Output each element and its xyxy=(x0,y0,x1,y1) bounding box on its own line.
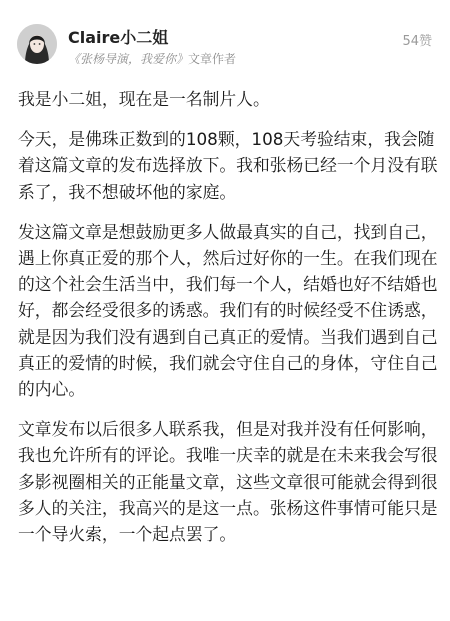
article-paragraph: 发这篇文章是想鼓励更多人做最真实的自己，找到自己，遇上你真正爱的那个人，然后过好你的一生。在我们现在的这个社会生活当中，我们每一个人，结婚也好不结婚也好，都会经受很多的诱惑。我们有的时候经受不住诱惑，就是因为我们没有遇到自己真正的爱情。当我们遇到自己真正的爱情的时候，我们就会守住自己的身体，守住自己的内心。 xyxy=(18,221,438,400)
article-work-title[interactable]: 《张杨导演，我爱你》 xyxy=(68,52,189,66)
author-role: 文章作者 xyxy=(188,52,237,66)
author-subtitle xyxy=(68,50,236,67)
like-count[interactable]: 54赞 xyxy=(402,34,432,49)
article-paragraph: 我是小二姐，现在是一名制片人。 xyxy=(18,89,270,109)
author-name[interactable]: Claire小二姐 xyxy=(68,28,169,47)
article-header xyxy=(0,0,450,76)
avatar[interactable] xyxy=(17,24,57,64)
article-paragraph: 文章发布以后很多人联系我，但是对我并没有任何影响，我也允许所有的评论。我唯一庆幸的就是在未来我会写很多影视圈相关的正能量文章，这些文章很可能就会得到很多人的关注，我高兴的是这一点。张杨这件事情可能只是一个导火索，一个起点罢了。 xyxy=(18,419,438,545)
user-avatar-photo-icon xyxy=(17,24,57,64)
article-paragraph: 今天，是佛珠正数到的108颗，108天考验结束，我会随着这篇文章的发布选择放下。我和张杨已经一个月没有联系了，我不想破坏他的家庭。 xyxy=(18,129,438,202)
article-body xyxy=(18,86,438,561)
